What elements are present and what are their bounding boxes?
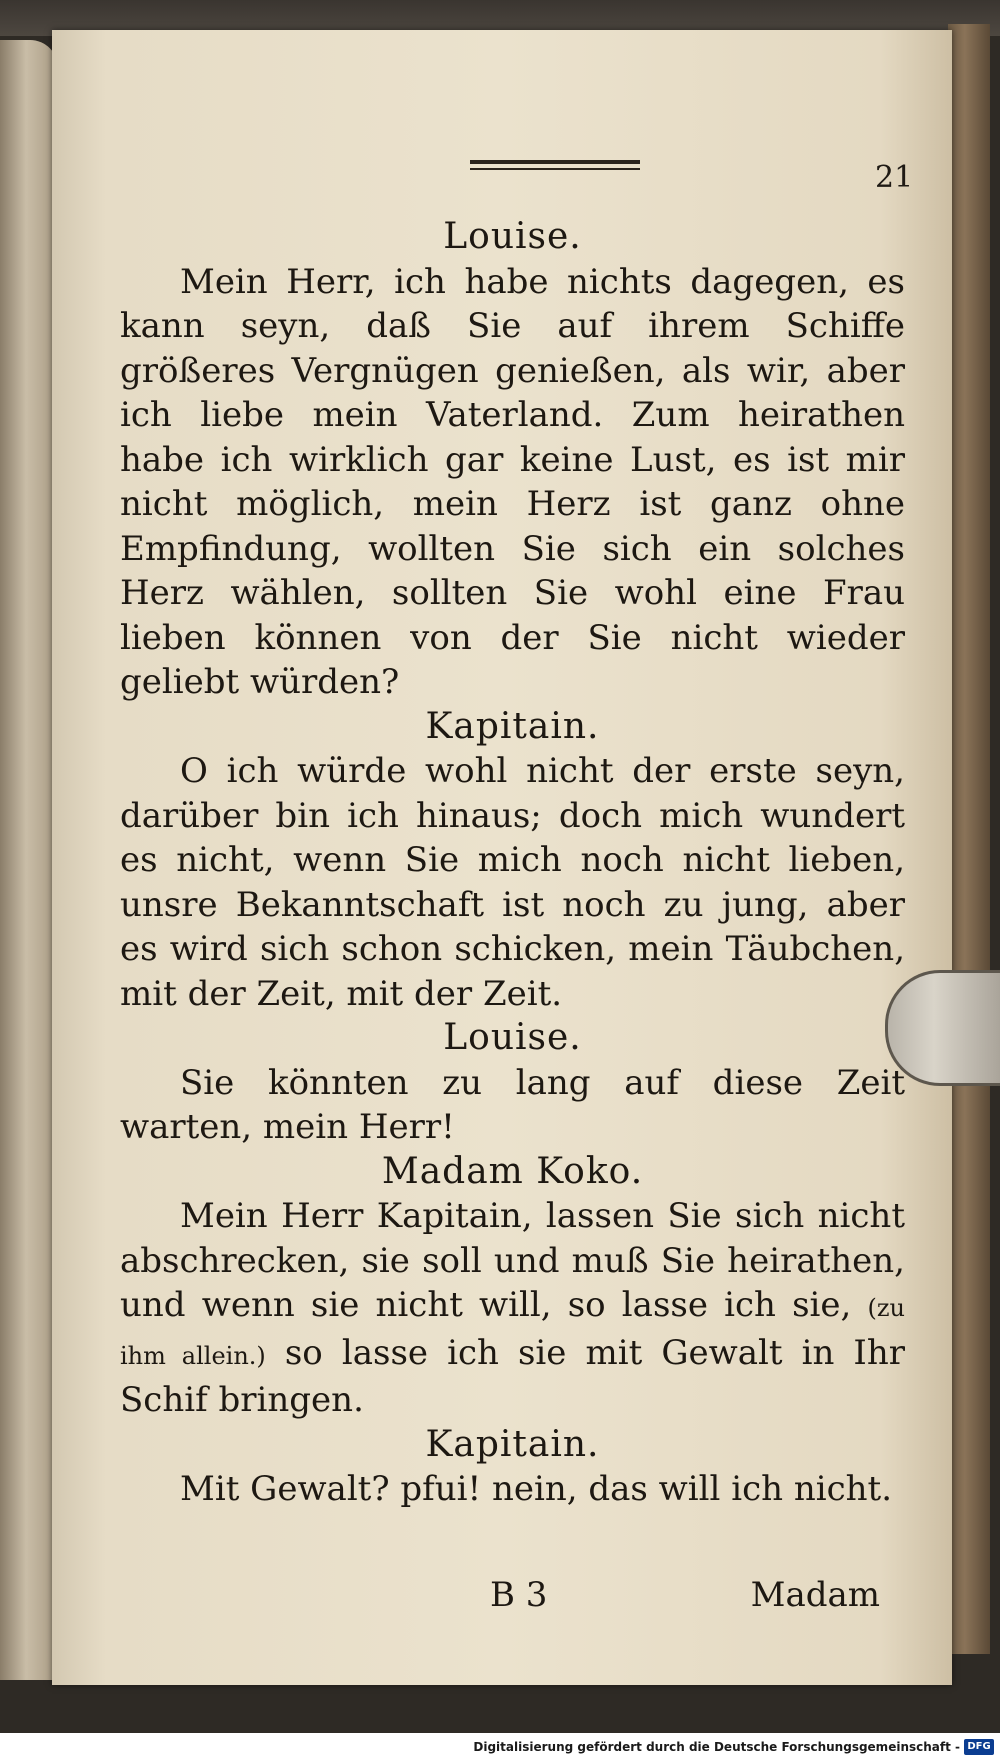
speaker-name: Madam Koko. [381, 1150, 644, 1192]
credit-bar [0, 1733, 1000, 1759]
speech-paragraph: O ich würde wohl nicht der erste seyn, darüber bin ich hinaus; doch mich wundert es nicht, wenn Sie mich noch nicht lieben, unsre Bekanntschaft ist noch zu jung, aber es wird sich schon schicken, mein Täubchen, mit der Zeit, mit der Zeit. [120, 751, 905, 1014]
page-block-edge [948, 24, 990, 1654]
speaker-name: Kapitain. [425, 705, 600, 747]
speech-paragraph [120, 1194, 905, 1423]
page-clip [885, 970, 1000, 1086]
speaker-name: Louise. [443, 1017, 582, 1058]
catchword: Madam [750, 1575, 880, 1615]
speech-paragraph: Mein Herr, ich habe nichts dagegen, es kann seyn, daß Sie auf ihrem Schiffe größeres Vergnügen genießen, als wir, aber ich liebe mein Vaterland. Zum heirathen habe ich wirklich gar keine Lust, es ist mir nicht möglich, mein Herz ist ganz ohne Empfindung, wollten Sie sich ein solches Herz wählen, sollten Sie wohl eine Frau lieben können von der Sie nicht wieder geliebt würden? [120, 261, 905, 702]
credit-text: Digitalisierung gefördert durch die Deutsche Forschungsgemeinschaft - [473, 1740, 960, 1754]
speaker-name: Kapitain. [425, 1423, 600, 1465]
speech-text: Mein Herr Kapitain, lassen Sie sich nicht abschrecken, sie soll und muß Sie heirathen, und wenn sie nicht will, so lasse ich sie, [120, 1196, 905, 1325]
speaker-name: Louise. [443, 216, 582, 257]
page-text [120, 215, 905, 1512]
speech-paragraph: Mit Gewalt? pfui! nein, das will ich nicht. [180, 1469, 893, 1509]
header-rule [470, 160, 640, 172]
page-number: 21 [875, 160, 914, 195]
speech-text: so lasse ich sie mit Gewalt in Ihr Schif bringen. [120, 1332, 906, 1420]
signature-mark: B 3 [490, 1575, 548, 1615]
stage-direction: (zu ihm allein.) [120, 1294, 905, 1370]
dfg-logo: DFG [964, 1739, 994, 1755]
previous-page-edge [0, 40, 58, 1680]
speech-paragraph: Sie könnten zu lang auf diese Zeit warten, mein Herr! [120, 1062, 905, 1147]
